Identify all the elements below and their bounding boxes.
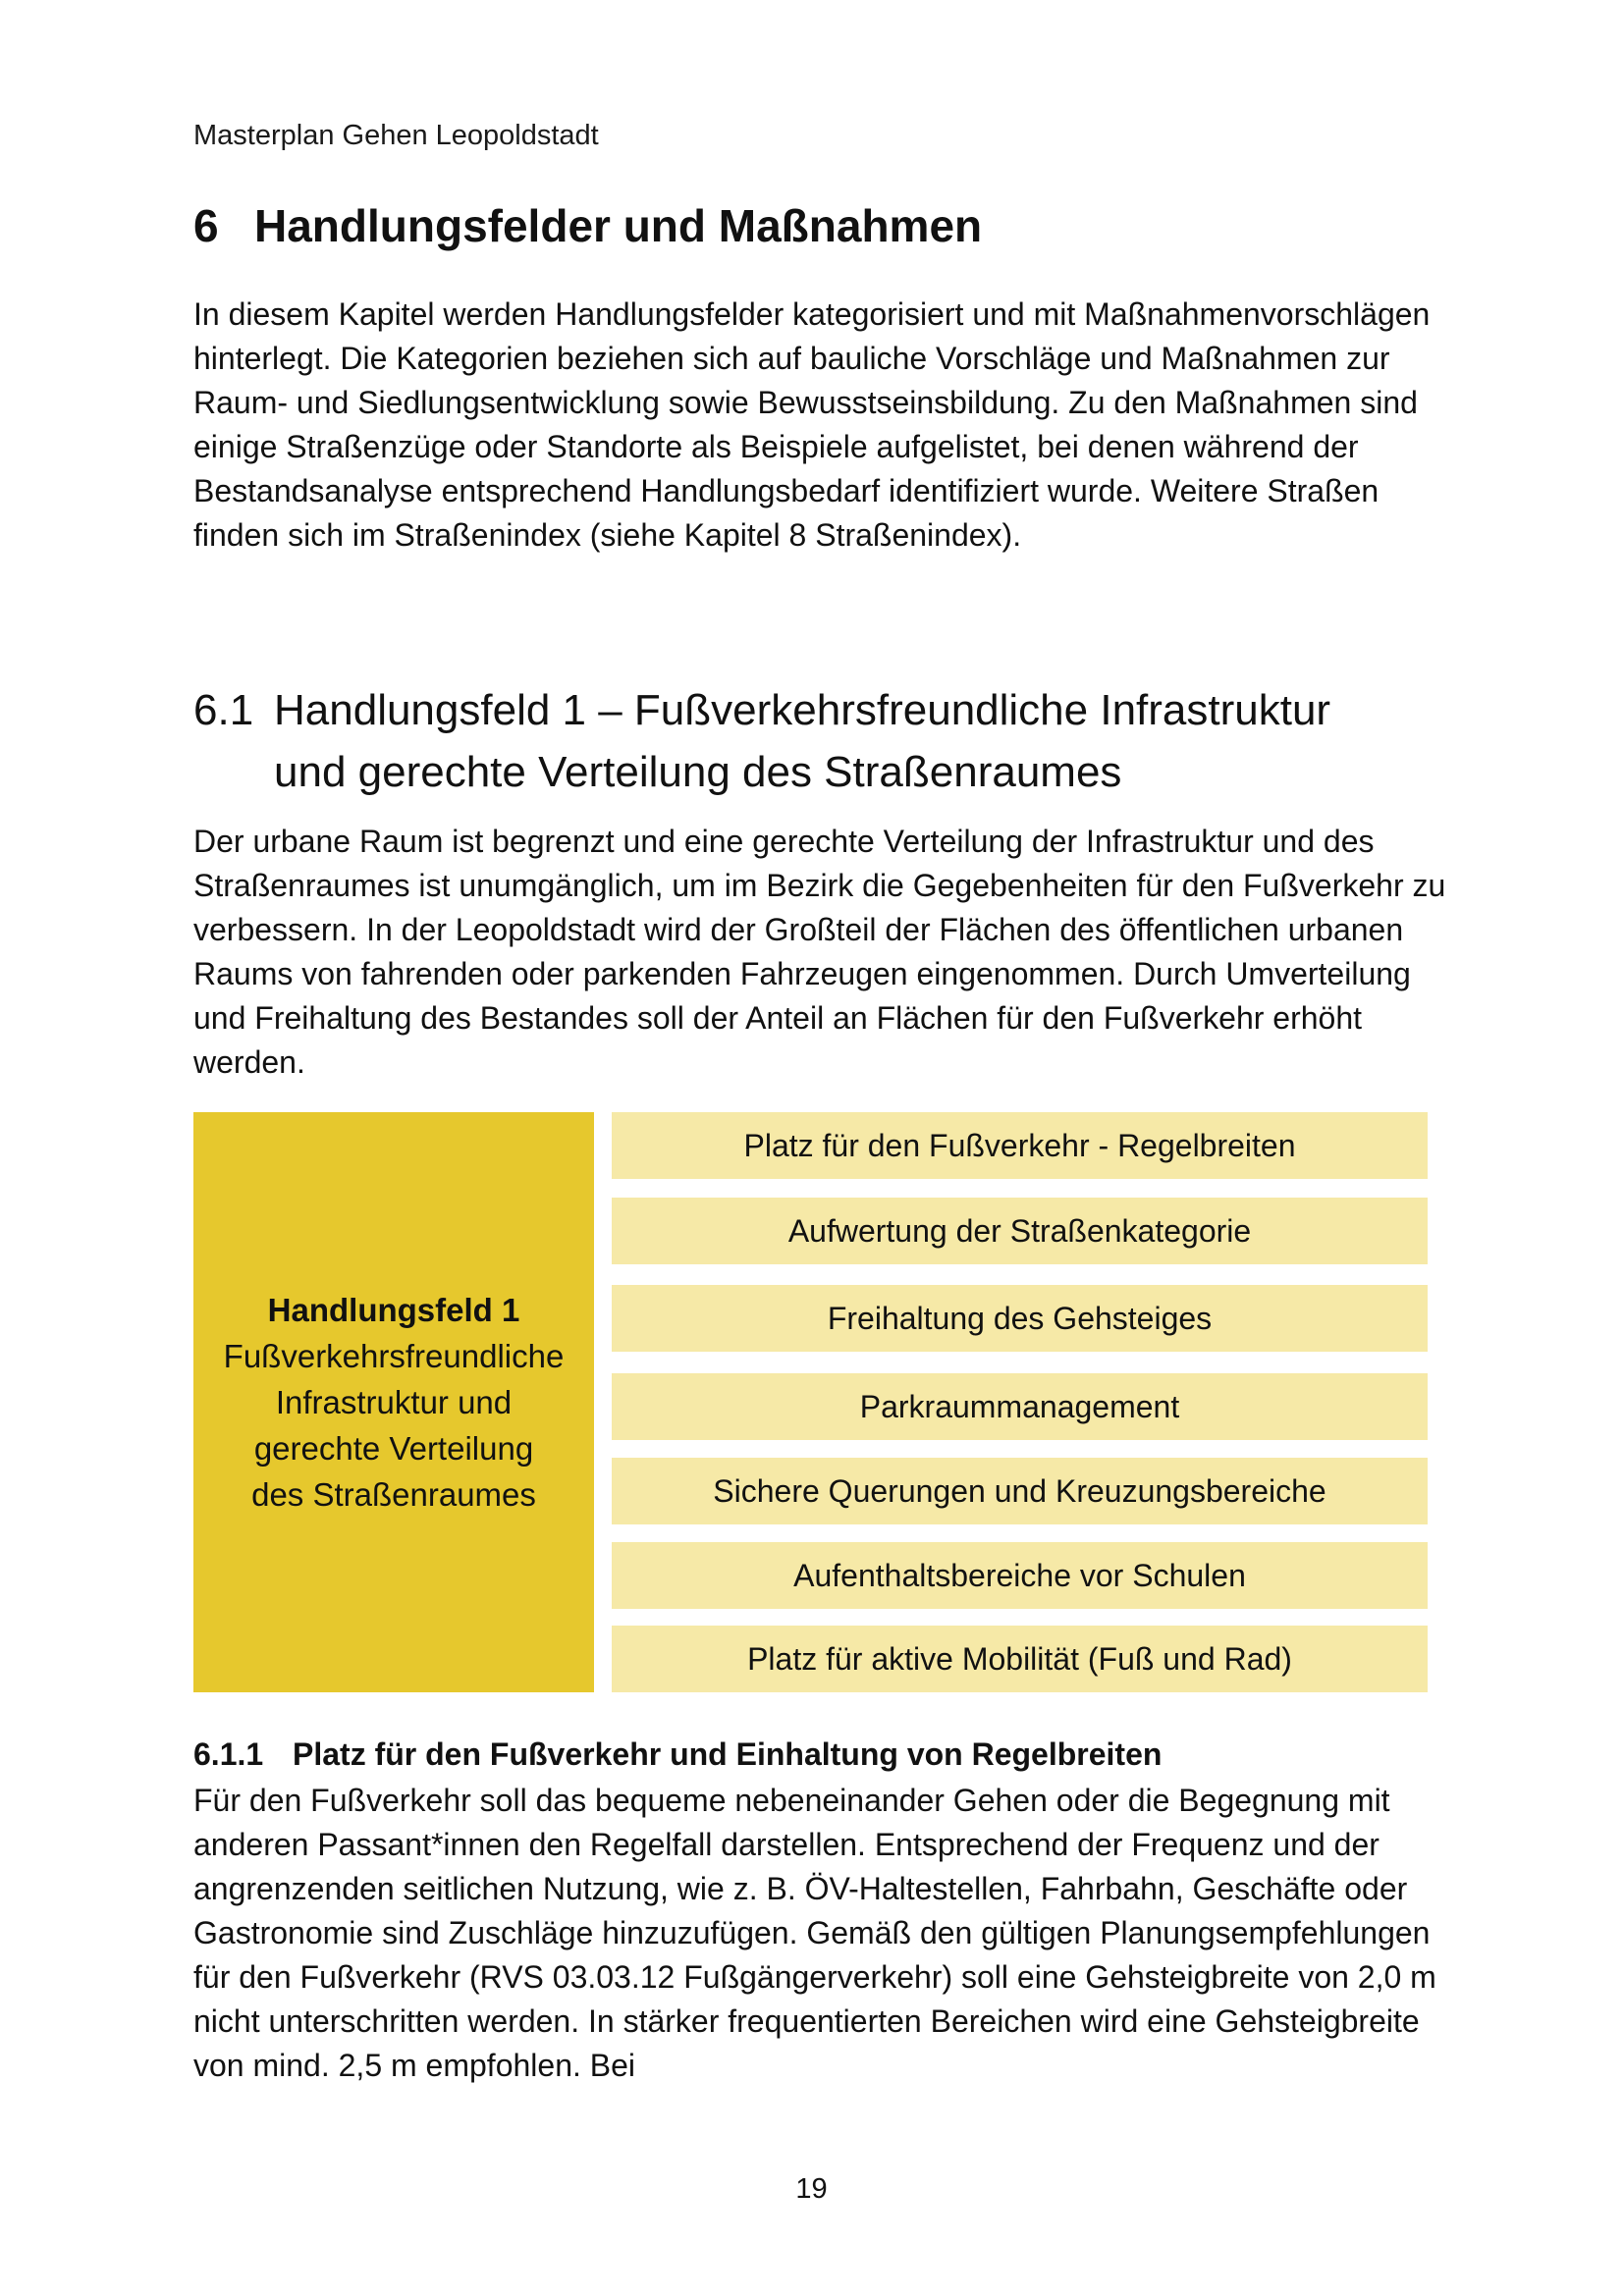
measure-item: Parkraummanagement bbox=[612, 1373, 1428, 1440]
measure-item: Platz für den Fußverkehr - Regelbreiten bbox=[612, 1112, 1428, 1179]
handlungsfeld-box-line: gerechte Verteilung bbox=[253, 1430, 534, 1467]
handlungsfeld-box-title: Handlungsfeld 1 bbox=[267, 1292, 520, 1328]
handlungsfeld-diagram bbox=[193, 1112, 1428, 1692]
section-6-paragraph: In diesem Kapitel werden Handlungsfelder kategorisiert und mit Maßnahmenvorschlägen hinterlegt. Die Kategorien beziehen sich auf bauliche Vorschläge und Maßnahmen zur Raum- und Siedlungsentwicklung sowie Bewusstseinsbildung. Zu den Maßnahmen sind einige Straßenzüge oder Standorte als Beispiele aufgelistet, bei denen während der Bestandsanalyse entsprechend Handlungsbedarf identifiziert wurde. Weitere Straßen finden sich im Straßenindex (siehe Kapitel 8 Straßenindex). bbox=[193, 296, 1431, 553]
section-6-1-title-line2: und gerechte Verteilung des Straßenraumes bbox=[274, 748, 1122, 796]
measure-item: Freihaltung des Gehsteiges bbox=[612, 1285, 1428, 1352]
handlungsfeld-box-line: Fußverkehrsfreundliche bbox=[223, 1338, 565, 1374]
section-6-title: Handlungsfelder und Maßnahmen bbox=[254, 200, 983, 251]
section-6-number: 6 bbox=[193, 200, 219, 251]
section-6-1-heading bbox=[193, 679, 1330, 803]
section-6-1-1-number: 6.1.1 bbox=[193, 1736, 264, 1772]
handlungsfeld-box-line: des Straßenraumes bbox=[251, 1476, 536, 1513]
measure-item: Platz für aktive Mobilität (Fuß und Rad) bbox=[612, 1626, 1428, 1692]
section-6-1-title-line1: Handlungsfeld 1 – Fußverkehrsfreundliche Infrastruktur bbox=[274, 686, 1331, 734]
section-6-1-1-title: Platz für den Fußverkehr und Einhaltung von Regelbreiten bbox=[293, 1736, 1163, 1772]
running-header: Masterplan Gehen Leopoldstadt bbox=[193, 120, 599, 151]
measure-item: Aufwertung der Straßenkategorie bbox=[612, 1198, 1428, 1264]
measure-item: Sichere Querungen und Kreuzungsbereiche bbox=[612, 1458, 1428, 1524]
section-6-1-1-heading bbox=[193, 1736, 1162, 1773]
handlungsfeld-box-line: Infrastruktur und bbox=[275, 1384, 513, 1420]
section-6-1-1-paragraph: Für den Fußverkehr soll das bequeme nebeneinander Gehen oder die Begegnung mit anderen Passant*innen den Regelfall darstellen. Entsprechend der Frequenz und der angrenzenden seitlichen Nutzung, wie z. B. ÖV-Haltestellen, Fahrbahn, Geschäfte oder Gastronomie sind Zuschläge hinzuzufügen. Gemäß den gültigen Planungsempfehlungen für den Fußverkehr (RVS 03.03.12 Fußgängerverkehr) soll eine Gehsteigbreite von 2,0 m nicht unterschritten werden. In stärker frequentierten Bereichen wird eine Gehsteigbreite von mind. 2,5 m empfohlen. Bei bbox=[193, 1783, 1436, 2083]
handlungsfeld-box bbox=[193, 1112, 594, 1692]
page-number: 19 bbox=[795, 2173, 828, 2205]
section-6-1-paragraph: Der urbane Raum ist begrenzt und eine gerechte Verteilung der Infrastruktur und des Straßenraumes ist unumgänglich, um im Bezirk die Gegebenheiten für den Fußverkehr zu verbessern. In der Leopoldstadt wird der Großteil der Flächen des öffentlichen urbanen Raums von fahrenden oder parkenden Fahrzeugen eingenommen. Durch Umverteilung und Freihaltung des Bestandes soll der Anteil an Flächen für den Fußverkehr erhöht werden. bbox=[193, 824, 1446, 1080]
measure-item: Aufenthaltsbereiche vor Schulen bbox=[612, 1542, 1428, 1609]
section-6-heading bbox=[193, 199, 982, 252]
section-6-1-number: 6.1 bbox=[193, 686, 254, 734]
